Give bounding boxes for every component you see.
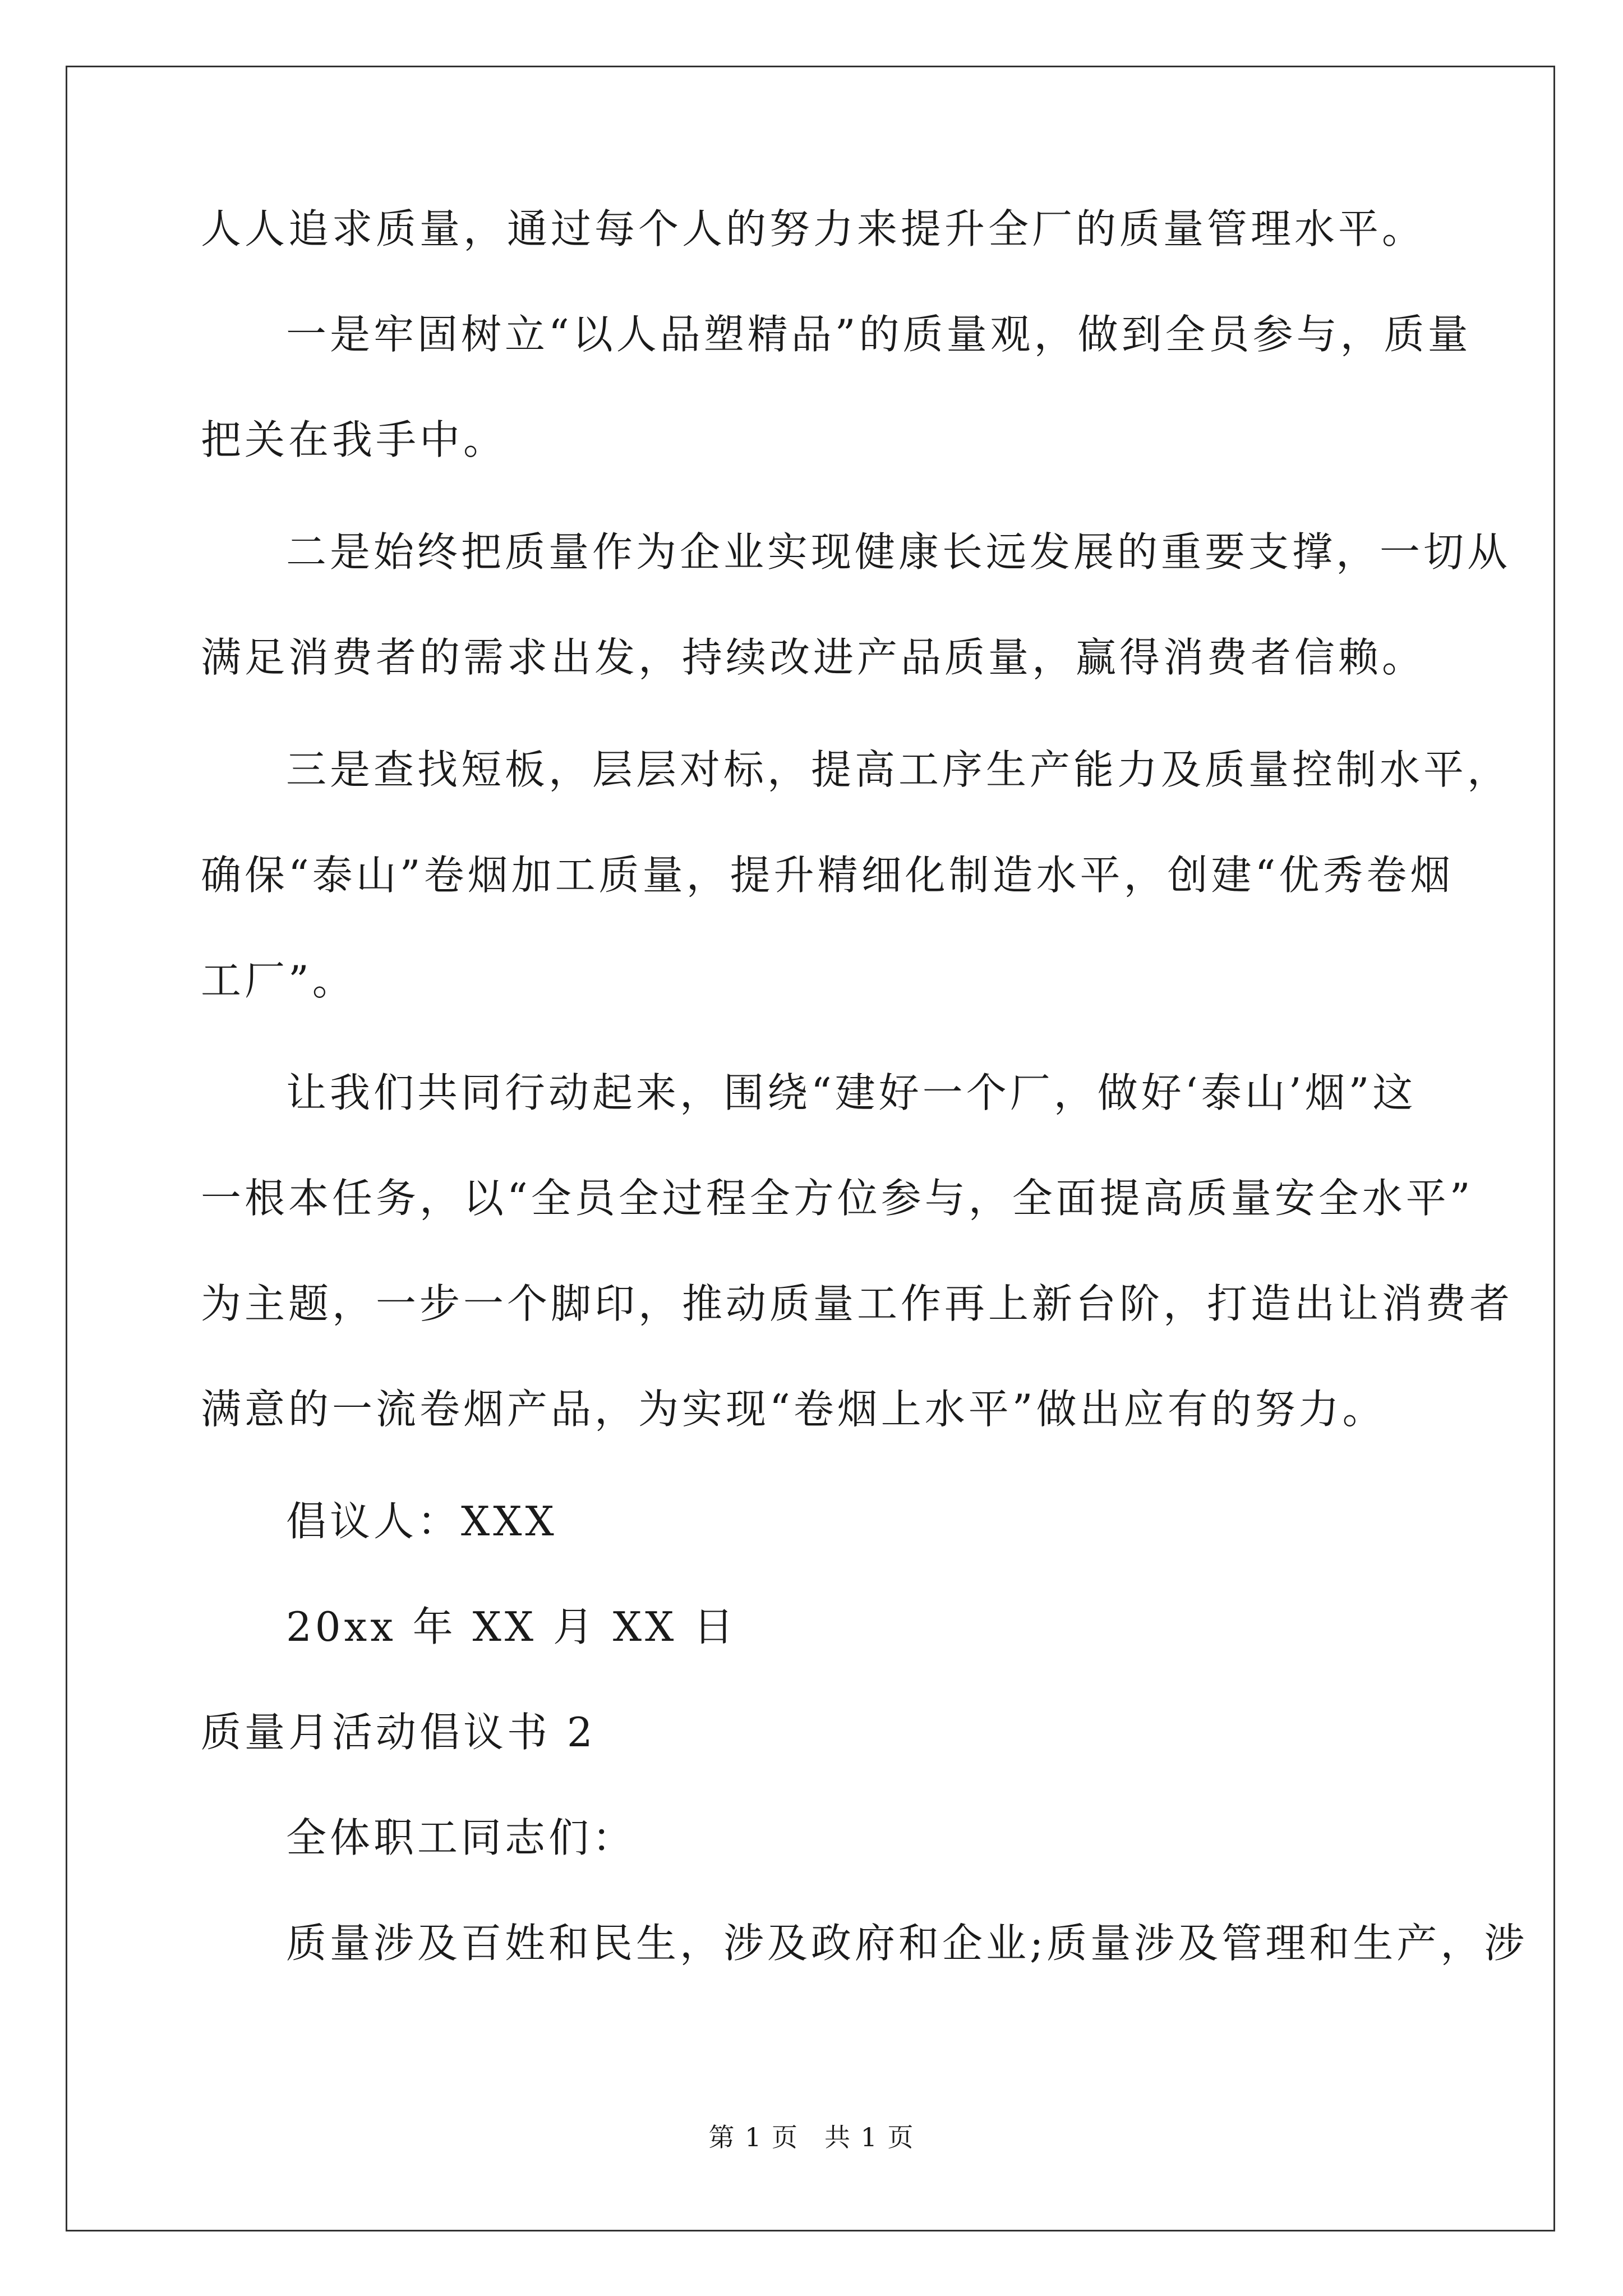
paragraph-line: 一根本任务，以“全员全过程全方位参与，全面提高质量安全水平” bbox=[201, 1175, 1474, 1222]
page-number: 第 1 页 bbox=[708, 2122, 799, 2152]
paragraph-line: 为主题，一步一个脚印，推动质量工作再上新台阶，打造出让消费者 bbox=[201, 1280, 1514, 1327]
section-title: 质量月活动倡议书 2 bbox=[201, 1709, 596, 1756]
paragraph-line: 三是查找短板，层层对标，提高工序生产能力及质量控制水平， bbox=[286, 746, 1511, 793]
paragraph-line: 工厂”。 bbox=[201, 957, 356, 1004]
paragraph-line: 二是始终把质量作为企业实现健康长远发展的重要支撑，一切从 bbox=[286, 528, 1511, 576]
page-total: 共 1 页 bbox=[824, 2122, 915, 2152]
page-footer bbox=[0, 2122, 1623, 2153]
paragraph-line: 让我们共同行动起来，围绕“建好一个厂，做好‘泰山’烟”这 bbox=[286, 1069, 1417, 1116]
document-body bbox=[201, 205, 1528, 1967]
paragraph-line: 把关在我手中。 bbox=[201, 416, 508, 463]
paragraph-line: 一是牢固树立“以人品塑精品”的质量观，做到全员参与，质量 bbox=[286, 311, 1472, 358]
date-line: 20xx 年 XX 月 XX 日 bbox=[286, 1603, 737, 1650]
paragraph-line: 确保“泰山”卷烟加工质量，提升精细化制造水平，创建“优秀卷烟 bbox=[201, 852, 1454, 899]
salutation: 全体职工同志们： bbox=[286, 1814, 637, 1861]
paragraph-line: 人人追求质量，通过每个人的努力来提升全厂的质量管理水平。 bbox=[201, 205, 1426, 252]
paragraph-line: 满足消费者的需求出发，持续改进产品质量，赢得消费者信赖。 bbox=[201, 634, 1426, 681]
paragraph-line: 满意的一流卷烟产品，为实现“卷烟上水平”做出应有的努力。 bbox=[201, 1386, 1386, 1433]
paragraph-line: 质量涉及百姓和民生，涉及政府和企业;质量涉及管理和生产，涉 bbox=[286, 1920, 1528, 1967]
signer-line: 倡议人：XXX bbox=[286, 1498, 557, 1545]
